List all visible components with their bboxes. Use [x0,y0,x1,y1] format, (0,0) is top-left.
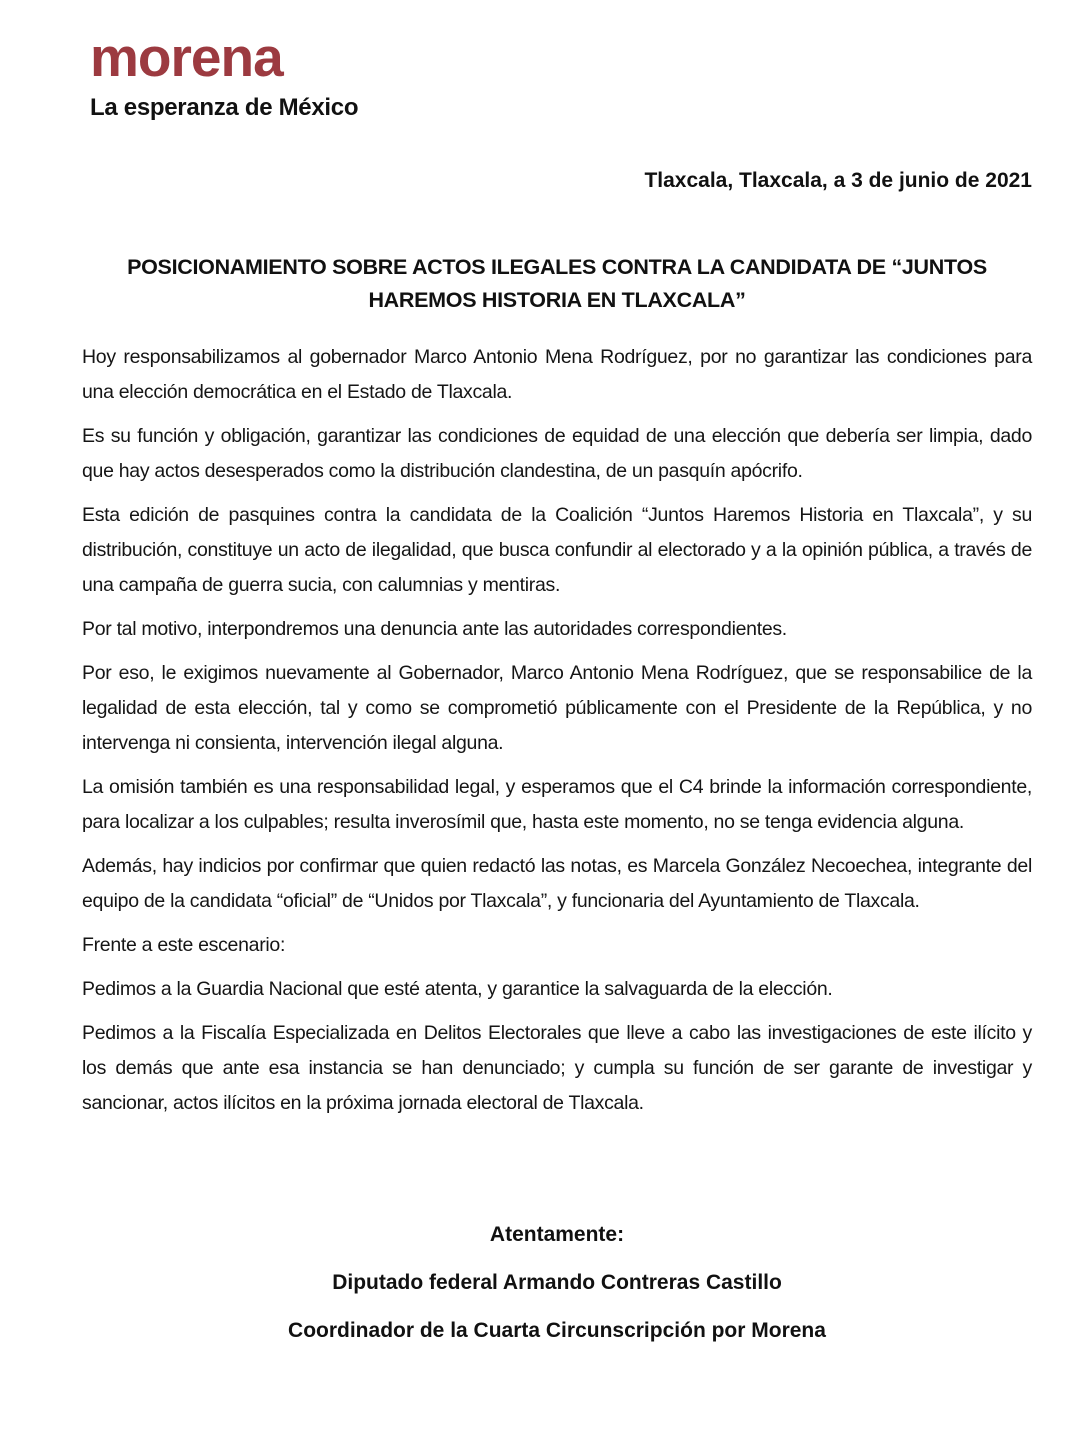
closing-salutation: Atentamente: [489,1222,625,1246]
body-paragraph: Por tal motivo, interpondremos una denuncia ante las autoridades correspondientes. [82,617,787,640]
closing-block [82,1221,1032,1345]
closing-role: Coordinador de la Cuarta Circunscripción por Morena [288,1318,826,1342]
body-paragraph: Pedimos a la Guardia Nacional que esté atenta, y garantice la salvaguarda de la elección. [82,977,833,1000]
body-paragraph: Pedimos a la Fiscalía Especializada en Delitos Electorales que lleve a cabo las investigaciones de este ilícito y los demás que ante esa instancia se han denunciado; y cumpla su función de ser garante de investigar y sancionar, actos ilícitos en la próxima jornada electoral de Tlaxcala. [82,1021,1032,1114]
dateline: Tlaxcala, Tlaxcala, a 3 de junio de 2021 [644,169,1032,193]
closing-signer: Diputado federal Armando Contreras Castillo [332,1270,782,1294]
body-paragraph: Por eso, le exigimos nuevamente al Gobernador, Marco Antonio Mena Rodríguez, que se responsabilice de la legalidad de esta elección, tal y como se comprometió públicamente con el Presidente de la República, y no intervenga ni consienta, intervención ilegal alguna. [82,661,1032,754]
body-paragraph: Es su función y obligación, garantizar las condiciones de equidad de una elección que debería ser limpia, dado que hay actos desesperados como la distribución clandestina, de un pasquín apócrifo. [82,424,1032,482]
body-paragraph: La omisión también es una responsabilidad legal, y esperamos que el C4 brinde la información correspondiente, para localizar a los culpables; resulta inverosímil que, hasta este momento, no se tenga evidencia alguna. [82,775,1032,833]
body-paragraph: Esta edición de pasquines contra la candidata de la Coalición “Juntos Haremos Historia en Tlaxcala”, y su distribución, constituye un acto de ilegalidad, que busca confundir al electorado y a la opinión pública, a través de una campaña de guerra sucia, con calumnias y mentiras. [82,503,1032,596]
morena-logo: morena [90,26,283,88]
body-paragraph: Hoy responsabilizamos al gobernador Marco Antonio Mena Rodríguez, por no garantizar las condiciones para una elección democrática en el Estado de Tlaxcala. [82,345,1032,403]
logo-tagline: La esperanza de México [90,94,359,121]
body-paragraph: Además, hay indicios por confirmar que quien redactó las notas, es Marcela González Necoechea, integrante del equipo de la candidata “oficial” de “Unidos por Tlaxcala”, y funcionaria del Ayuntamiento de Tlaxcala. [82,854,1032,912]
document-body [82,340,1032,1121]
document-title: POSICIONAMIENTO SOBRE ACTOS ILEGALES CONTRA LA CANDIDATA DE “JUNTOS HAREMOS HISTORIA EN TLAXCALA” [127,255,987,312]
letterhead [82,26,1032,121]
body-paragraph: Frente a este escenario: [82,933,286,956]
